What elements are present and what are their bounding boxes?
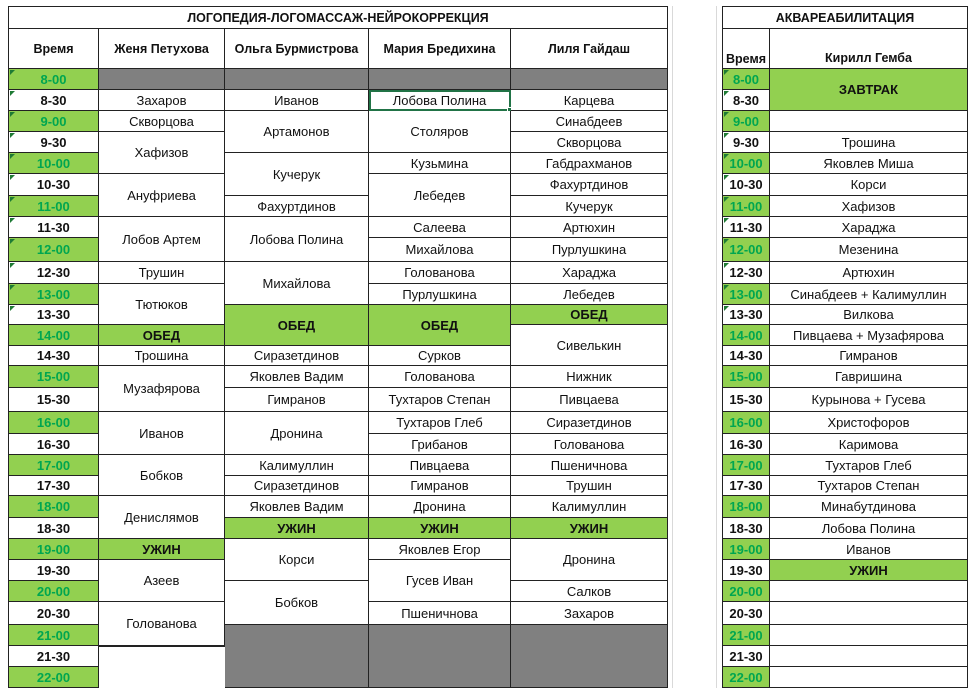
time-cell[interactable]: 19-00 <box>8 539 99 560</box>
schedule-cell[interactable]: Габдрахманов <box>511 153 668 174</box>
schedule-cell[interactable]: Лобова Полина <box>770 518 968 539</box>
time-cell[interactable]: 17-30 <box>8 476 99 496</box>
schedule-cell[interactable]: Кучерук <box>511 196 668 217</box>
time-cell[interactable]: 8-00 <box>8 69 99 90</box>
schedule-cell[interactable] <box>770 111 968 132</box>
comment-marker-icon <box>724 175 729 180</box>
schedule-cell[interactable]: Трошина <box>99 346 225 366</box>
schedule-cell[interactable]: Тухтаров Степан <box>770 476 968 496</box>
schedule-cell[interactable] <box>99 69 225 90</box>
schedule-cell[interactable] <box>770 625 968 646</box>
comment-marker-icon <box>724 133 729 138</box>
schedule-cell[interactable]: Хараджа <box>511 262 668 284</box>
schedule-cell[interactable]: Гусев Иван <box>369 560 511 602</box>
gridline <box>672 6 673 688</box>
schedule-cell[interactable]: Иванов <box>99 412 225 455</box>
schedule-cell[interactable]: Корси <box>225 539 369 581</box>
schedule-cell[interactable]: ОБЕД <box>369 305 511 346</box>
time-cell[interactable]: 21-30 <box>722 646 770 667</box>
schedule-cell[interactable]: Иванов <box>225 90 369 111</box>
time-cell[interactable]: 10-00 <box>8 153 99 174</box>
schedule-cell[interactable]: Синабдеев + Калимуллин <box>770 284 968 305</box>
time-cell[interactable]: 8-30 <box>8 90 99 111</box>
comment-marker-icon <box>724 263 729 268</box>
time-cell[interactable]: 16-00 <box>8 412 99 434</box>
schedule-cell[interactable]: Лобова Полина <box>369 90 511 111</box>
schedule-cell[interactable]: Михайлова <box>225 262 369 305</box>
schedule-cell[interactable]: Калимуллин <box>511 496 668 518</box>
schedule-cell[interactable]: Бобков <box>225 581 369 625</box>
schedule-cell[interactable]: Тухтаров Степан <box>369 388 511 412</box>
comment-marker-icon <box>10 239 15 244</box>
schedule-cell[interactable]: Голованова <box>369 366 511 388</box>
schedule-cell[interactable]: Пшеничнова <box>369 602 511 625</box>
specialist-header[interactable]: Женя Петухова <box>99 29 225 69</box>
time-cell[interactable]: 9-00 <box>722 111 770 132</box>
time-cell[interactable]: 11-00 <box>722 196 770 217</box>
schedule-cell[interactable]: Тютюков <box>99 284 225 325</box>
comment-marker-icon <box>10 263 15 268</box>
time-cell[interactable]: 10-00 <box>722 153 770 174</box>
time-cell[interactable]: 22-00 <box>8 667 99 688</box>
schedule-cell[interactable]: Трошина <box>770 132 968 153</box>
time-cell[interactable]: 10-30 <box>722 174 770 196</box>
time-cell[interactable]: 19-00 <box>722 539 770 560</box>
schedule-cell[interactable]: Азеев <box>99 560 225 602</box>
specialist-header[interactable]: Кирилл Гемба <box>770 29 968 69</box>
schedule-cell[interactable]: Салков <box>511 581 668 602</box>
time-cell[interactable]: 13-00 <box>722 284 770 305</box>
comment-marker-icon <box>10 285 15 290</box>
schedule-cell[interactable]: Артамонов <box>225 111 369 153</box>
comment-marker-icon <box>724 70 729 75</box>
schedule-cell[interactable]: Артюхин <box>511 217 668 238</box>
comment-marker-icon <box>724 197 729 202</box>
time-cell[interactable]: 20-00 <box>8 581 99 602</box>
schedule-cell[interactable]: Трушин <box>99 262 225 284</box>
schedule-cell[interactable] <box>770 581 968 602</box>
schedule-cell[interactable]: УЖИН <box>770 560 968 581</box>
time-cell[interactable]: 20-30 <box>8 602 99 625</box>
time-cell[interactable]: 13-00 <box>8 284 99 305</box>
schedule-cell[interactable] <box>225 625 369 688</box>
comment-marker-icon <box>724 218 729 223</box>
schedule-cell[interactable]: ОБЕД <box>511 305 668 325</box>
schedule-cell[interactable]: Гимранов <box>770 346 968 366</box>
schedule-cell[interactable]: ОБЕД <box>99 325 225 346</box>
schedule-cell[interactable]: Лебедев <box>511 284 668 305</box>
time-cell[interactable]: 15-30 <box>722 388 770 412</box>
schedule-cell[interactable]: Кузьмина <box>369 153 511 174</box>
schedule-cell[interactable]: Иванов <box>770 539 968 560</box>
time-cell[interactable]: 9-00 <box>8 111 99 132</box>
comment-marker-icon <box>10 218 15 223</box>
comment-marker-icon <box>10 154 15 159</box>
schedule-cell[interactable]: Пивцаева + Музафярова <box>770 325 968 346</box>
time-cell[interactable]: 8-30 <box>722 90 770 111</box>
time-cell[interactable]: 18-30 <box>8 518 99 539</box>
schedule-cell[interactable]: Минабутдинова <box>770 496 968 518</box>
schedule-cell[interactable]: Михайлова <box>369 238 511 262</box>
comment-marker-icon <box>724 306 729 311</box>
time-cell[interactable]: 11-30 <box>8 217 99 238</box>
schedule-cell[interactable]: Голованова <box>511 434 668 455</box>
schedule-cell[interactable]: ОБЕД <box>225 305 369 346</box>
time-header[interactable]: Время <box>8 29 99 69</box>
time-cell[interactable]: 12-00 <box>8 238 99 262</box>
time-cell[interactable]: 9-30 <box>722 132 770 153</box>
schedule-cell[interactable] <box>369 69 511 90</box>
time-cell[interactable]: 17-30 <box>722 476 770 496</box>
schedule-cell[interactable]: Хафизов <box>770 196 968 217</box>
schedule-cell[interactable]: Лобова Полина <box>225 217 369 262</box>
schedule-cell[interactable]: Захаров <box>511 602 668 625</box>
schedule-cell[interactable]: Фахуртдинов <box>511 174 668 196</box>
schedule-cell[interactable]: Хараджа <box>770 217 968 238</box>
specialist-header[interactable]: Ольга Бурмистрова <box>225 29 369 69</box>
time-cell[interactable]: 16-00 <box>722 412 770 434</box>
schedule-cell[interactable]: Синабдеев <box>511 111 668 132</box>
schedule-cell[interactable] <box>770 646 968 667</box>
comment-marker-icon <box>724 112 729 117</box>
time-cell[interactable]: 20-30 <box>722 602 770 625</box>
schedule-cell[interactable]: Яковлев Вадим <box>225 496 369 518</box>
schedule-cell[interactable]: Артюхин <box>770 262 968 284</box>
specialist-header[interactable]: Мария Бредихина <box>369 29 511 69</box>
schedule-cell[interactable]: Дронина <box>225 412 369 455</box>
time-cell[interactable]: 15-00 <box>8 366 99 388</box>
schedule-cell[interactable] <box>225 69 369 90</box>
time-cell[interactable]: 17-00 <box>8 455 99 476</box>
schedule-cell[interactable]: Пурлушкина <box>369 284 511 305</box>
time-cell[interactable]: 14-00 <box>722 325 770 346</box>
schedule-cell[interactable] <box>511 625 668 688</box>
comment-marker-icon <box>10 197 15 202</box>
section-title-logopedia: ЛОГОПЕДИЯ-ЛОГОМАССАЖ-НЕЙРОКОРРЕКЦИЯ <box>8 6 668 29</box>
time-cell[interactable]: 22-00 <box>722 667 770 688</box>
schedule-cell[interactable] <box>770 602 968 625</box>
time-cell[interactable]: 18-00 <box>8 496 99 518</box>
schedule-cell[interactable]: Столяров <box>369 111 511 153</box>
schedule-cell[interactable]: Сиразетдинов <box>225 346 369 366</box>
schedule-cell[interactable]: Сиразетдинов <box>511 412 668 434</box>
schedule-cell[interactable]: Скворцова <box>511 132 668 153</box>
schedule-cell[interactable]: Курынова + Гусева <box>770 388 968 412</box>
comment-marker-icon <box>724 154 729 159</box>
schedule-cell[interactable]: Салеева <box>369 217 511 238</box>
comment-marker-icon <box>10 112 15 117</box>
schedule-cell[interactable]: Трушин <box>511 476 668 496</box>
time-header[interactable]: Время <box>722 29 770 69</box>
schedule-cell[interactable]: Яковлев Егор <box>369 539 511 560</box>
time-cell[interactable]: 12-30 <box>8 262 99 284</box>
comment-marker-icon <box>724 285 729 290</box>
schedule-cell[interactable]: Ануфриева <box>99 174 225 217</box>
schedule-cell[interactable]: Музафярова <box>99 366 225 412</box>
schedule-cell[interactable]: Пшеничнова <box>511 455 668 476</box>
specialist-header[interactable]: Лиля Гайдаш <box>511 29 668 69</box>
comment-marker-icon <box>10 306 15 311</box>
time-cell[interactable]: 15-30 <box>8 388 99 412</box>
schedule-cell[interactable]: Кучерук <box>225 153 369 196</box>
schedule-cell[interactable]: Гимранов <box>369 476 511 496</box>
schedule-cell[interactable]: Тухтаров Глеб <box>770 455 968 476</box>
schedule-cell[interactable]: Голованова <box>369 262 511 284</box>
schedule-cell[interactable]: Скворцова <box>99 111 225 132</box>
schedule-cell[interactable]: Денислямов <box>99 496 225 539</box>
schedule-cell[interactable]: Нижник <box>511 366 668 388</box>
schedule-cell[interactable]: Пурлушкина <box>511 238 668 262</box>
schedule-cell[interactable]: Грибанов <box>369 434 511 455</box>
schedule-cell[interactable]: Каримова <box>770 434 968 455</box>
schedule-cell[interactable] <box>369 625 511 688</box>
comment-marker-icon <box>10 175 15 180</box>
time-cell[interactable]: 19-30 <box>8 560 99 581</box>
time-cell[interactable]: 18-00 <box>722 496 770 518</box>
schedule-cell[interactable]: Сивелькин <box>511 325 668 366</box>
time-cell[interactable]: 17-00 <box>722 455 770 476</box>
schedule-cell[interactable]: Бобков <box>99 455 225 496</box>
time-cell[interactable]: 16-30 <box>722 434 770 455</box>
schedule-cell[interactable]: Вилкова <box>770 305 968 325</box>
time-cell[interactable]: 19-30 <box>722 560 770 581</box>
gridline <box>716 6 717 688</box>
time-cell[interactable]: 21-30 <box>8 646 99 667</box>
schedule-cell[interactable]: Лебедев <box>369 174 511 217</box>
schedule-cell[interactable]: Хафизов <box>99 132 225 174</box>
time-cell[interactable]: 14-00 <box>8 325 99 346</box>
comment-marker-icon <box>10 70 15 75</box>
schedule-cell[interactable]: Тухтаров Глеб <box>369 412 511 434</box>
schedule-cell[interactable] <box>99 646 225 647</box>
time-cell[interactable]: 21-00 <box>722 625 770 646</box>
schedule-cell[interactable]: УЖИН <box>369 518 511 539</box>
schedule-cell[interactable]: ЗАВТРАК <box>770 69 968 111</box>
schedule-cell[interactable]: Лобов Артем <box>99 217 225 262</box>
schedule-cell[interactable]: Мезенина <box>770 238 968 262</box>
schedule-cell[interactable]: УЖИН <box>511 518 668 539</box>
schedule-cell[interactable]: Калимуллин <box>225 455 369 476</box>
schedule-cell[interactable]: Голованова <box>99 602 225 646</box>
time-cell[interactable]: 13-30 <box>722 305 770 325</box>
comment-marker-icon <box>10 91 15 96</box>
time-cell[interactable]: 12-30 <box>722 262 770 284</box>
schedule-cell[interactable]: Дронина <box>511 539 668 581</box>
time-cell[interactable]: 21-00 <box>8 625 99 646</box>
time-cell[interactable]: 14-30 <box>722 346 770 366</box>
time-cell[interactable]: 18-30 <box>722 518 770 539</box>
time-cell[interactable]: 14-30 <box>8 346 99 366</box>
schedule-cell[interactable]: УЖИН <box>99 539 225 560</box>
time-cell[interactable]: 16-30 <box>8 434 99 455</box>
schedule-cell[interactable]: Фахуртдинов <box>225 196 369 217</box>
time-cell[interactable]: 11-30 <box>722 217 770 238</box>
time-cell[interactable]: 15-00 <box>722 366 770 388</box>
schedule-cell[interactable]: УЖИН <box>225 518 369 539</box>
schedule-cell[interactable]: Сурков <box>369 346 511 366</box>
time-cell[interactable]: 11-00 <box>8 196 99 217</box>
time-cell[interactable]: 9-30 <box>8 132 99 153</box>
time-cell[interactable]: 13-30 <box>8 305 99 325</box>
schedule-cell[interactable] <box>770 667 968 688</box>
schedule-cell[interactable]: Пивцаева <box>511 388 668 412</box>
time-cell[interactable]: 8-00 <box>722 69 770 90</box>
schedule-cell[interactable]: Корси <box>770 174 968 196</box>
schedule-cell[interactable]: Гимранов <box>225 388 369 412</box>
comment-marker-icon <box>724 91 729 96</box>
schedule-cell[interactable]: Сиразетдинов <box>225 476 369 496</box>
time-cell[interactable]: 20-00 <box>722 581 770 602</box>
comment-marker-icon <box>10 133 15 138</box>
time-cell[interactable]: 10-30 <box>8 174 99 196</box>
schedule-cell[interactable]: Христофоров <box>770 412 968 434</box>
comment-marker-icon <box>724 239 729 244</box>
schedule-cell[interactable]: Захаров <box>99 90 225 111</box>
schedule-cell[interactable]: Яковлев Миша <box>770 153 968 174</box>
schedule-cell[interactable]: Гавришина <box>770 366 968 388</box>
schedule-cell[interactable]: Яковлев Вадим <box>225 366 369 388</box>
section-title-aquarehab: АКВАРЕАБИЛИТАЦИЯ <box>722 6 968 29</box>
schedule-cell[interactable] <box>511 69 668 90</box>
schedule-cell[interactable]: Пивцаева <box>369 455 511 476</box>
schedule-cell[interactable]: Дронина <box>369 496 511 518</box>
time-cell[interactable]: 12-00 <box>722 238 770 262</box>
schedule-cell[interactable]: Карцева <box>511 90 668 111</box>
